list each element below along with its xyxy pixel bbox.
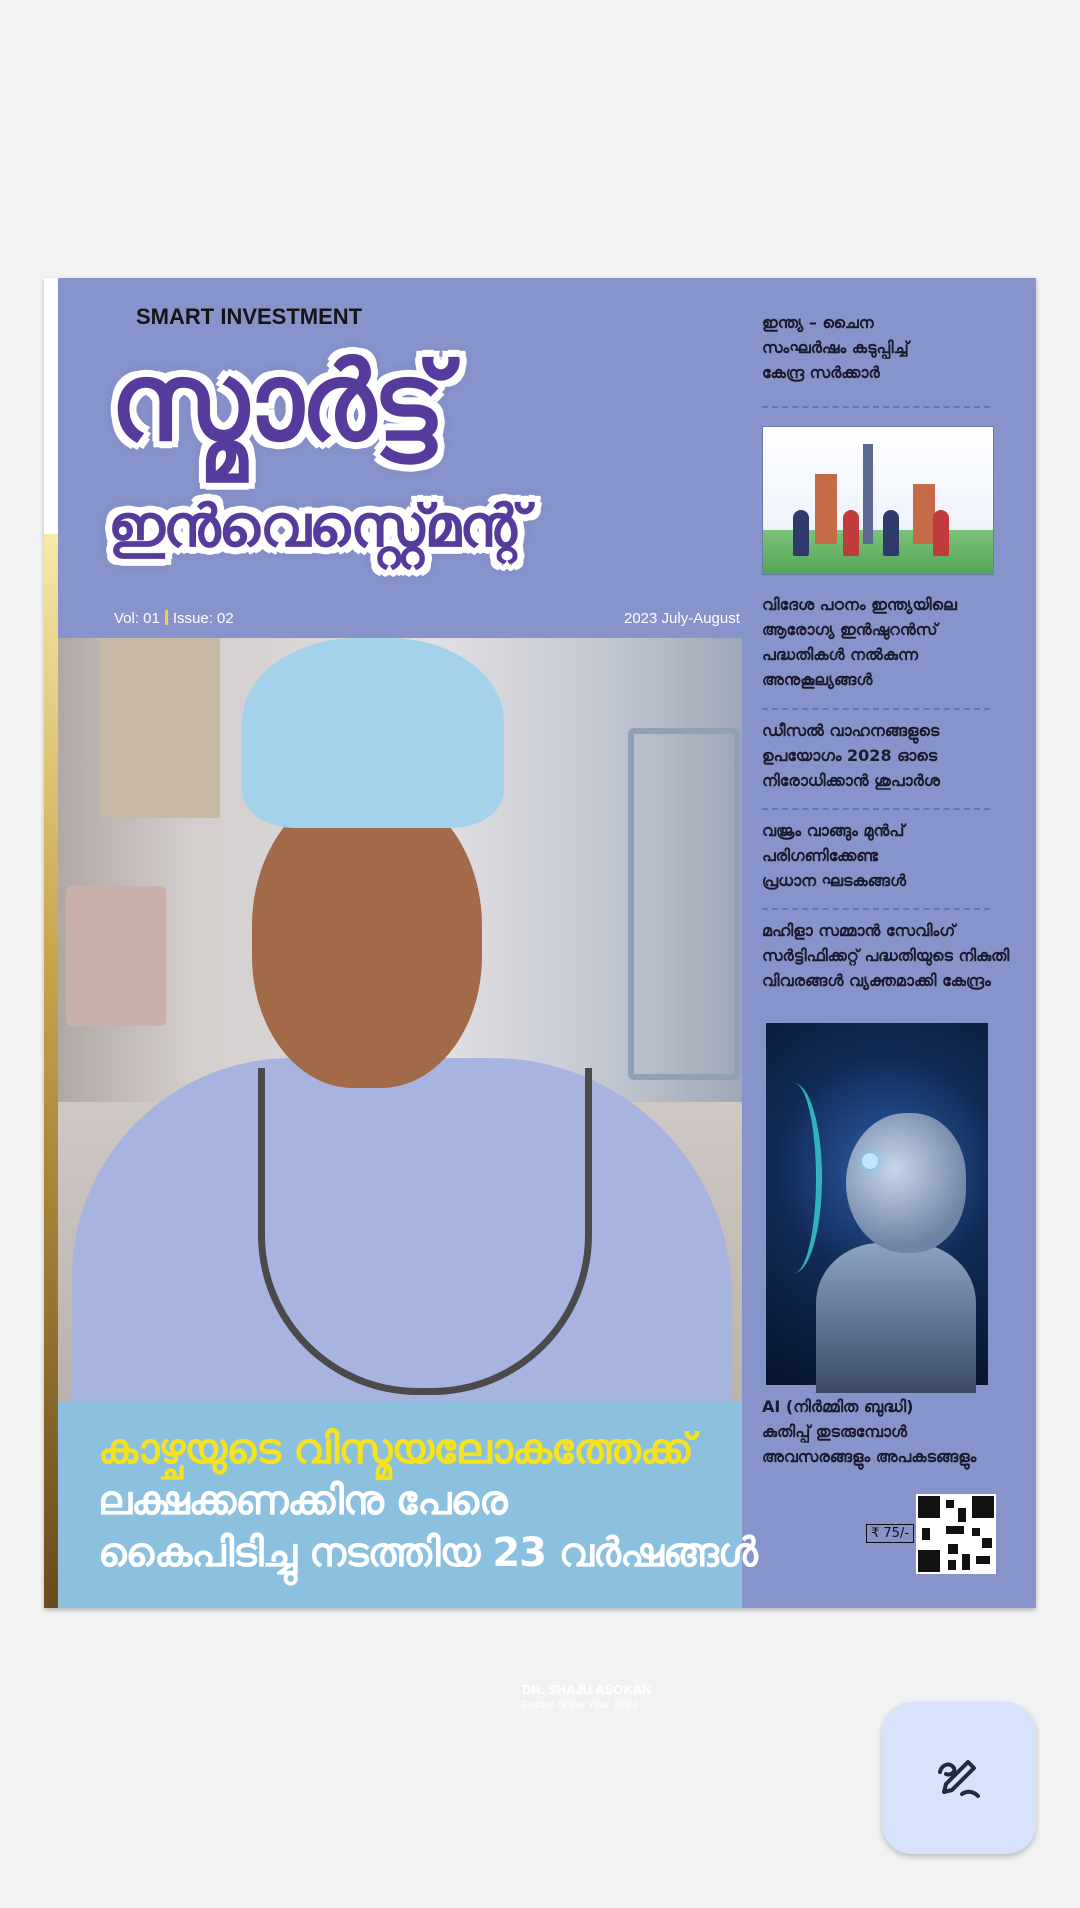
volume-issue <box>114 610 234 627</box>
doctor-name-caption: DR. SHAJU ASOKAN <box>522 1682 652 1697</box>
headline-line: പദ്ധതികൾ നൽകുന്ന <box>762 645 919 664</box>
illustration-wave <box>766 1083 822 1273</box>
qr-module <box>962 1554 970 1570</box>
headline-line: ഇന്ത്യ – ചൈന <box>762 313 874 332</box>
robot-head <box>846 1113 966 1253</box>
headline-2 <box>762 592 994 692</box>
illustration-tower <box>863 444 873 544</box>
divider <box>762 908 990 910</box>
banner-line-1: കാഴ്ചയുടെ വിസ്മയലോകത്തേക്ക് <box>98 1424 693 1473</box>
ai-robot-illustration <box>766 1023 988 1385</box>
divider <box>762 808 990 810</box>
headline-6 <box>762 1394 994 1469</box>
qr-module <box>946 1500 954 1508</box>
qr-finder <box>918 1496 940 1518</box>
headline-line: അനുകൂല്യങ്ങൾ <box>762 670 873 689</box>
study-abroad-illustration <box>762 426 994 575</box>
headline-line: നിരോധിക്കാൻ ശുപാർശ <box>762 771 940 790</box>
doctor-head <box>252 788 482 1088</box>
qr-module <box>948 1560 956 1570</box>
qr-module <box>982 1538 992 1548</box>
doctor-cap <box>242 638 504 828</box>
illustration-person <box>843 510 859 556</box>
headline-line: വിവരങ്ങൾ വ്യക്തമാക്കി കേന്ദ്രം <box>762 971 991 990</box>
headline-3 <box>762 718 994 793</box>
illustration-person <box>933 510 949 556</box>
title-line-1: സ്മാർട്ട് <box>110 340 443 465</box>
title-line-2: ഇൻവെസ്റ്റ്മെന്റ് <box>108 492 526 560</box>
separator <box>165 610 168 625</box>
stethoscope <box>258 1068 592 1395</box>
page-spine <box>44 534 58 1608</box>
qr-module <box>958 1508 966 1522</box>
banner-line-2: ലക്ഷക്കണക്കിനു പേരെ <box>98 1478 507 1524</box>
qr-code-icon <box>916 1494 996 1574</box>
qr-finder <box>972 1496 994 1518</box>
photo-shelf <box>100 638 220 818</box>
cover-story-banner <box>58 1402 757 1608</box>
headline-1 <box>762 310 994 385</box>
headline-4 <box>762 818 994 893</box>
headline-line: ഉപയോഗം 2028 ഓടെ <box>762 746 938 765</box>
qr-module <box>946 1526 964 1534</box>
edit-fab-button[interactable] <box>882 1702 1036 1854</box>
magazine-page <box>44 278 1036 1711</box>
headline-line: അവസരങ്ങളും അപകടങ്ങളും <box>762 1447 977 1466</box>
headline-line: ആരോഗ്യ ഇൻഷുറൻസ് <box>762 620 938 639</box>
doctor-role-caption: Doctor of the Year 2023 <box>522 1699 638 1711</box>
brand-label: SMART INVESTMENT <box>136 304 363 329</box>
edit-pen-icon <box>932 1750 986 1804</box>
headline-line: കുതിപ്പ് തുടരുമ്പോൾ <box>762 1422 908 1441</box>
headline-line: AI (നിർമ്മിത ബുദ്ധി) <box>762 1397 914 1416</box>
robot-body <box>816 1243 976 1393</box>
banner-line-3: കൈപിടിച്ചു നടത്തിയ 23 വർഷങ്ങൾ <box>98 1530 757 1576</box>
headline-line: പരിഗണിക്കേണ്ട <box>762 846 878 865</box>
headline-line: വിദേശ പഠനം ഇന്ത്യയിലെ <box>762 595 957 614</box>
headline-line: വജ്രം വാങ്ങും മുൻപ് <box>762 821 905 840</box>
price-tag: ₹ 75/- <box>866 1524 914 1543</box>
qr-finder <box>918 1550 940 1572</box>
qr-module <box>972 1528 980 1536</box>
sidebar <box>756 278 1010 1608</box>
robot-eye <box>862 1153 878 1169</box>
issue-label: Issue: 02 <box>172 610 234 627</box>
illustration-tower <box>815 474 837 544</box>
headline-line: പ്രധാന ഘടകങ്ങൾ <box>762 871 907 890</box>
headline-line: കേന്ദ്ര സർക്കാർ <box>762 363 880 382</box>
illustration-person <box>883 510 899 556</box>
volume-label: Vol: 01 <box>114 610 160 627</box>
illustration-person <box>793 510 809 556</box>
photo-cart <box>628 728 740 1080</box>
photo-bin <box>66 886 166 1026</box>
magazine-cover <box>58 278 1036 1711</box>
qr-module <box>948 1544 958 1554</box>
divider <box>762 406 990 408</box>
headline-line: സംഘർഷം കടുപ്പിച്ച് <box>762 338 909 357</box>
headline-line: ഡീസൽ വാഹനങ്ങളുടെ <box>762 721 940 740</box>
headline-5 <box>762 918 1010 993</box>
issue-date: 2023 July-August <box>624 610 740 627</box>
headline-line: മഹിളാ സമ്മാൻ സേവിംഗ് <box>762 921 956 940</box>
headline-line: സർട്ടിഫിക്കറ്റ് പദ്ധതിയുടെ നികുതി <box>762 946 1010 965</box>
divider <box>762 708 990 710</box>
illustration-tower <box>913 484 935 544</box>
qr-module <box>976 1556 990 1564</box>
qr-module <box>922 1528 930 1540</box>
